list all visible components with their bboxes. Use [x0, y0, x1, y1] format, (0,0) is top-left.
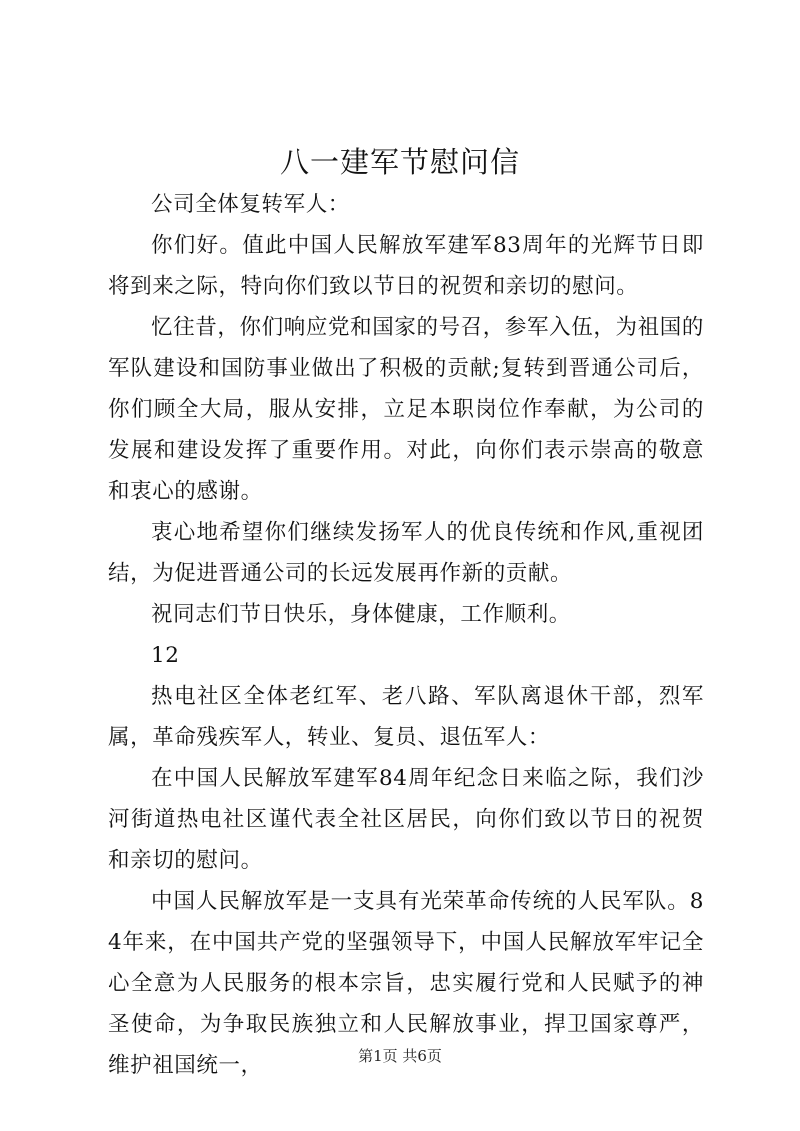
- paragraph-anniversary: 在中国人民解放军建军84周年纪念日来临之际，我们沙河街道热电社区谨代表全社区居民，向你们致以节日的祝贺和亲切的慰问。: [108, 766, 704, 873]
- paragraph-history: 中国人民解放军是一支具有光荣革命传统的人民军队。84年来，在中国共产党的坚强领导下，中国人民解放军牢记全心全意为人民服务的根本宗旨，忠实履行党和人民赋予的神圣使命，为争取民族独立和人民解放事业，捍卫国家尊严，维护祖国统一，: [108, 889, 704, 1078]
- document-title: 八一建军节慰问信: [279, 145, 520, 179]
- paragraph-recollection: 忆往昔，你们响应党和国家的号召，参军入伍，为祖国的军队建设和国防事业做出了积极的贡献;复转到晋通公司后，你们顾全大局，服从安排，立足本职岗位作奉献，为公司的发展和建设发挥了重要作用。对此，向你们表示崇高的敬意和衷心的感谢。: [108, 315, 704, 504]
- page-footer: 第1页 共6页: [358, 1047, 442, 1065]
- paragraph-greeting: 你们好。值此中国人民解放军建军83周年的光辉节日即将到来之际，特向你们致以节日的祝贺和亲切的慰问。: [108, 233, 704, 299]
- document-body: [108, 184, 704, 1086]
- section-number: 12: [151, 643, 180, 668]
- salutation-1: 公司全体复转军人：: [151, 192, 350, 217]
- paragraph-wishes: 祝同志们节日快乐，身体健康，工作顺利。: [151, 602, 571, 627]
- salutation-2: 热电社区全体老红军、老八路、军队离退休干部，烈军属，革命残疾军人，转业、复员、退伍军人：: [108, 684, 704, 750]
- paragraph-hope: 衷心地希望你们继续发扬军人的优良传统和作风,重视团结，为促进晋通公司的长远发展再作新的贡献。: [108, 520, 704, 586]
